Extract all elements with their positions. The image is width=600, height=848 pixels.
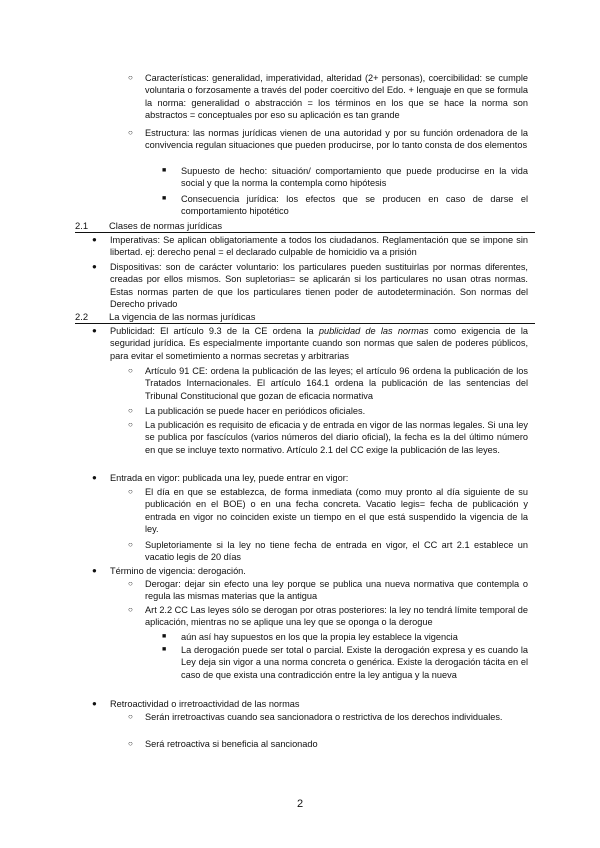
dia-text: El día en que se establezca, de forma inmediata (como muy pronto al día siguiente de su publicación en el BOE) o en una fecha concreta. Vacatio legis= fecha de publicación y entrada en vigor no coinciden existe un tiempo en el que está suspendido la vigencia de la ley. bbox=[145, 487, 528, 535]
consecuencia-text: Consecuencia jurídica: los efectos que se producen en caso de darse el comportamiento hipotético bbox=[181, 194, 528, 217]
periodicos-item bbox=[145, 405, 528, 417]
requisito-text: La publicación es requisito de eficacia y de entrada en vigor de las normas legales. Si una ley se publica por fascículos (varios números del diario oficial), la fecha es la del último número en que se incluye texto normativo. Artículo 2.1 del CC exige la publicación de las leyes. bbox=[145, 420, 528, 455]
imperativas-item bbox=[110, 234, 528, 259]
square-bullet-icon: ■ bbox=[162, 195, 167, 202]
circle-bullet-icon: ○ bbox=[128, 739, 133, 748]
retro-item bbox=[110, 698, 528, 710]
retro-text: Retroactividad o irretroactividad de las normas bbox=[110, 699, 300, 709]
publicidad-text bbox=[110, 325, 528, 362]
termino-text: Término de vigencia: derogación. bbox=[110, 566, 246, 576]
art91-item bbox=[145, 365, 528, 402]
publicidad-item bbox=[110, 325, 528, 362]
entrada-item bbox=[110, 472, 528, 484]
circle-bullet-icon: ○ bbox=[128, 73, 133, 82]
publicidad-text-b: como exigencia de la seguridad jurídica. Es especialmente importante cuando son normas que salen de poderes públicos, para evitar el sometimiento a normas secretas y arbitrarias bbox=[110, 326, 528, 361]
estructura-text: Estructura: las normas jurídicas vienen de una autoridad y por su función ordenadora de la convivencia regulan situaciones que pueden producirse, por lo tanto consta de dos elementos bbox=[145, 128, 528, 151]
square-bullet-icon: ■ bbox=[162, 633, 167, 640]
supletoriamente-item bbox=[145, 539, 528, 564]
estructura-item bbox=[145, 127, 528, 152]
seran-text: Serán irretroactivas cuando sea sancionadora o restrictiva de los derechos individuales. bbox=[145, 712, 503, 722]
circle-bullet-icon: ○ bbox=[128, 487, 133, 496]
derogar-text: Derogar: dejar sin efecto una ley porque se publica una nueva normativa que contempla o regula las mismas materias que la antigua bbox=[145, 579, 528, 602]
dia-item bbox=[145, 486, 528, 536]
derogar-item bbox=[145, 578, 528, 603]
sera-text: Será retroactiva si beneficia al sancionado bbox=[145, 739, 318, 749]
page-number: 2 bbox=[296, 798, 304, 810]
disc-bullet-icon: ● bbox=[92, 473, 97, 482]
disc-bullet-icon: ● bbox=[92, 235, 97, 244]
section-title: Clases de normas jurídicas bbox=[109, 220, 223, 231]
supletoriamente-text: Supletoriamente si la ley no tiene fecha de entrada en vigor, el CC art 2.1 establece un vacatio legis de 20 días bbox=[145, 540, 528, 563]
art91-text: Artículo 91 CE: ordena la publicación de las leyes; el artículo 96 ordena la publicación de los Tratados Internacionales. El artículo 164.1 ordena la publicación de las sentencias del Tribunal Constitucional que gozan de eficacia normativa bbox=[145, 366, 528, 401]
seran-item bbox=[145, 711, 528, 723]
disc-bullet-icon: ● bbox=[92, 262, 97, 271]
disc-bullet-icon: ● bbox=[92, 566, 97, 575]
requisito-item bbox=[145, 419, 528, 456]
circle-bullet-icon: ○ bbox=[128, 579, 133, 588]
circle-bullet-icon: ○ bbox=[128, 366, 133, 375]
supuesto-item bbox=[181, 165, 528, 190]
section-title: La vigencia de las normas jurídicas bbox=[109, 311, 256, 322]
circle-bullet-icon: ○ bbox=[128, 406, 133, 415]
caracteristicas-text: Características: generalidad, imperatividad, alteridad (2+ personas), coercibilidad: se cumple voluntaria o forzosamente a través del poder coercitivo del Edo. + lenguaje en que se formula la norma: generalidad o abstracción = los términos en los que se hace la norma son abstractos = conceptuales por eso su aplicación es tan grande bbox=[145, 73, 528, 121]
disc-bullet-icon: ● bbox=[92, 326, 97, 335]
disc-bullet-icon: ● bbox=[92, 699, 97, 708]
dispositivas-text: Dispositivas: son de carácter voluntario: los particulares pueden sustituirlas por normas diferentes, creadas por ellos mismos. Son supletorias= se aplicarán si los particulares no usan otras normas. Estas normas parten de que los particulares tienen poder de autodeterminación. Son normas del Derecho privado bbox=[110, 262, 528, 310]
sera-item bbox=[145, 738, 528, 750]
section-heading-2-2 bbox=[75, 311, 535, 324]
circle-bullet-icon: ○ bbox=[128, 420, 133, 429]
circle-bullet-icon: ○ bbox=[128, 605, 133, 614]
square-bullet-icon: ■ bbox=[162, 646, 167, 653]
aunasi-text: aún así hay supuestos en los que la propia ley establece la vigencia bbox=[181, 632, 458, 642]
derogacion-item bbox=[181, 644, 528, 681]
publicidad-text-italic: publicidad de las normas bbox=[318, 326, 429, 336]
circle-bullet-icon: ○ bbox=[128, 712, 133, 721]
circle-bullet-icon: ○ bbox=[128, 128, 133, 137]
section-heading-2-1 bbox=[75, 220, 535, 233]
dispositivas-item bbox=[110, 261, 528, 311]
entrada-text: Entrada en vigor: publicada una ley, puede entrar en vigor: bbox=[110, 473, 349, 483]
periodicos-text: La publicación se puede hacer en periódicos oficiales. bbox=[145, 406, 366, 416]
circle-bullet-icon: ○ bbox=[128, 540, 133, 549]
art22-text: Art 2.2 CC Las leyes sólo se derogan por otras posteriores: la ley no tendrá límite temporal de aplicación, mientras no se aplique una ley que se oponga o la derogue bbox=[145, 605, 528, 628]
derogacion-text: La derogación puede ser total o parcial. Existe la derogación expresa y es cuando la Ley deja sin vigor a una norma concreta o genérica. Existe la derogación tácita en el caso de que exista una contradicción entre la ley antigua y la nueva bbox=[181, 645, 528, 680]
termino-item bbox=[110, 565, 528, 577]
publicidad-text-a: Publicidad: El artículo 9.3 de la CE ordena la bbox=[110, 326, 319, 336]
square-bullet-icon: ■ bbox=[162, 167, 167, 174]
art22-item bbox=[145, 604, 528, 629]
supuesto-text: Supuesto de hecho: situación/ comportamiento que puede producirse en la vida social y que la norma la contempla como hipótesis bbox=[181, 166, 528, 189]
section-number: 2.1 bbox=[75, 220, 89, 231]
caracteristicas-item bbox=[145, 72, 528, 122]
imperativas-text: Imperativas: Se aplican obligatoriamente a todos los ciudadanos. Reglamentación que se impone sin libertad. ej: derecho penal = el declarado culpable de homicidio va a prisión bbox=[110, 235, 528, 258]
consecuencia-item bbox=[181, 193, 528, 218]
aunasi-item bbox=[181, 631, 528, 643]
section-number: 2.2 bbox=[75, 311, 89, 322]
